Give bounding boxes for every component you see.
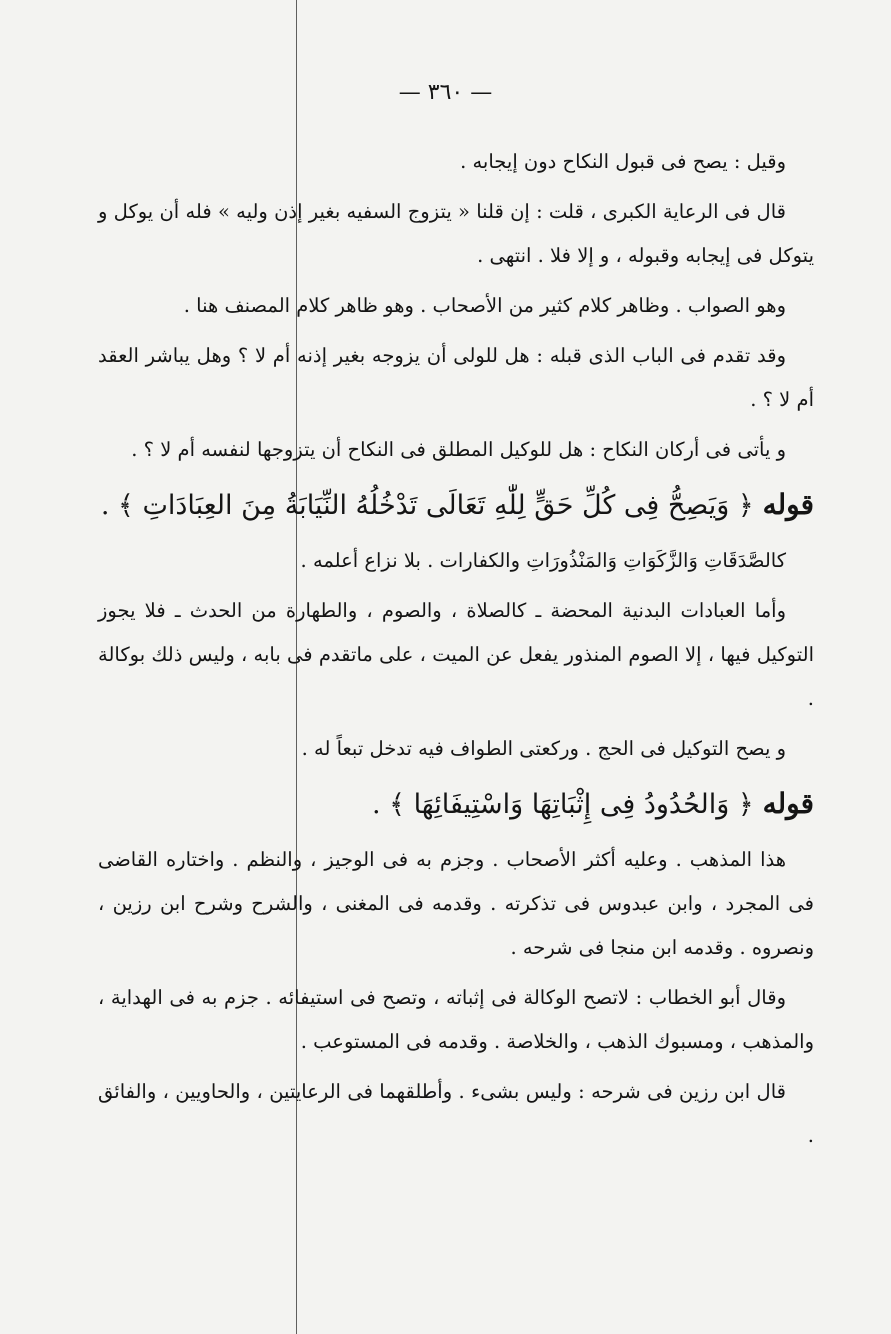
heading-quote: ﴿ وَالحُدُودُ فِى إِثْبَاتِهَا وَاسْتِيفَائِهَا ﴾ . <box>372 789 754 820</box>
quoted-heading <box>98 777 814 832</box>
heading-lead: قوله <box>762 488 814 521</box>
heading-lead: قوله <box>762 787 814 820</box>
paragraph: وقيل : يصح فى قبول النكاح دون إيجابه . <box>460 150 786 173</box>
paragraph: كالصَّدَقَاتِ وَالزَّكَوَاتِ وَالمَنْذُورَاتِ والكفارات . بلا نزاع أعلمه . <box>300 549 786 572</box>
paragraph: قال ابن رزين فى شرحه : وليس بشىء . وأطلقهما فى الرعايتين ، والحاويين ، والفائق . <box>98 1080 814 1147</box>
quoted-heading <box>98 478 814 533</box>
paragraph: هذا المذهب . وعليه أكثر الأصحاب . وجزم به فى الوجيز ، والنظم . واختاره القاضى فى المجرد ، وابن عبدوس فى تذكرته . وقدمه فى المغنى ، والشرح وشرح ابن رزين ، ونصروه . وقدمه ابن منجا فى شرحه . <box>98 848 814 959</box>
paragraph: قال فى الرعاية الكبرى ، قلت : إن قلنا « يتزوج السفيه بغير إذن وليه » فله أن يوكل و يتوكل فى إيجابه وقبوله ، و إلا فلا . انتهى . <box>98 200 814 267</box>
heading-quote: ﴿ وَيَصِحُّ فِى كُلِّ حَقٍّ لِلّٰهِ تَعَالَى تَدْخُلُهُ النِّيَابَةُ مِنَ العِبَادَاتِ ﴾ . <box>100 490 754 521</box>
paragraph: و يصح التوكيل فى الحج . وركعتى الطواف فيه تدخل تبعاً له . <box>301 737 786 760</box>
paragraph: وهو الصواب . وظاهر كلام كثير من الأصحاب . وهو ظاهر كلام المصنف هنا . <box>183 294 786 317</box>
body-text <box>98 140 814 1164</box>
paragraph: وقال أبو الخطاب : لاتصح الوكالة فى إثباته ، وتصح فى استيفائه . جزم به فى الهداية ، والمذهب ، ومسبوك الذهب ، والخلاصة . وقدمه فى المستوعب . <box>98 986 814 1053</box>
paragraph: وقد تقدم فى الباب الذى قبله : هل للولى أن يزوجه بغير إذنه أم لا ؟ وهل يباشر العقد أم لا ؟ . <box>98 344 814 411</box>
paragraph: وأما العبادات البدنية المحضة ـ كالصلاة ، والصوم ، والطهارة من الحدث ـ فلا يجوز التوكيل فيها ، إلا الصوم المنذور يفعل عن الميت ، على ماتقدم فى بابه ، وليس ذلك بوكالة . <box>98 599 814 710</box>
paragraph: و يأتى فى أركان النكاح : هل للوكيل المطلق فى النكاح أن يتزوجها لنفسه أم لا ؟ . <box>131 438 786 461</box>
page-number: — ٣٦٠ — <box>398 80 493 105</box>
